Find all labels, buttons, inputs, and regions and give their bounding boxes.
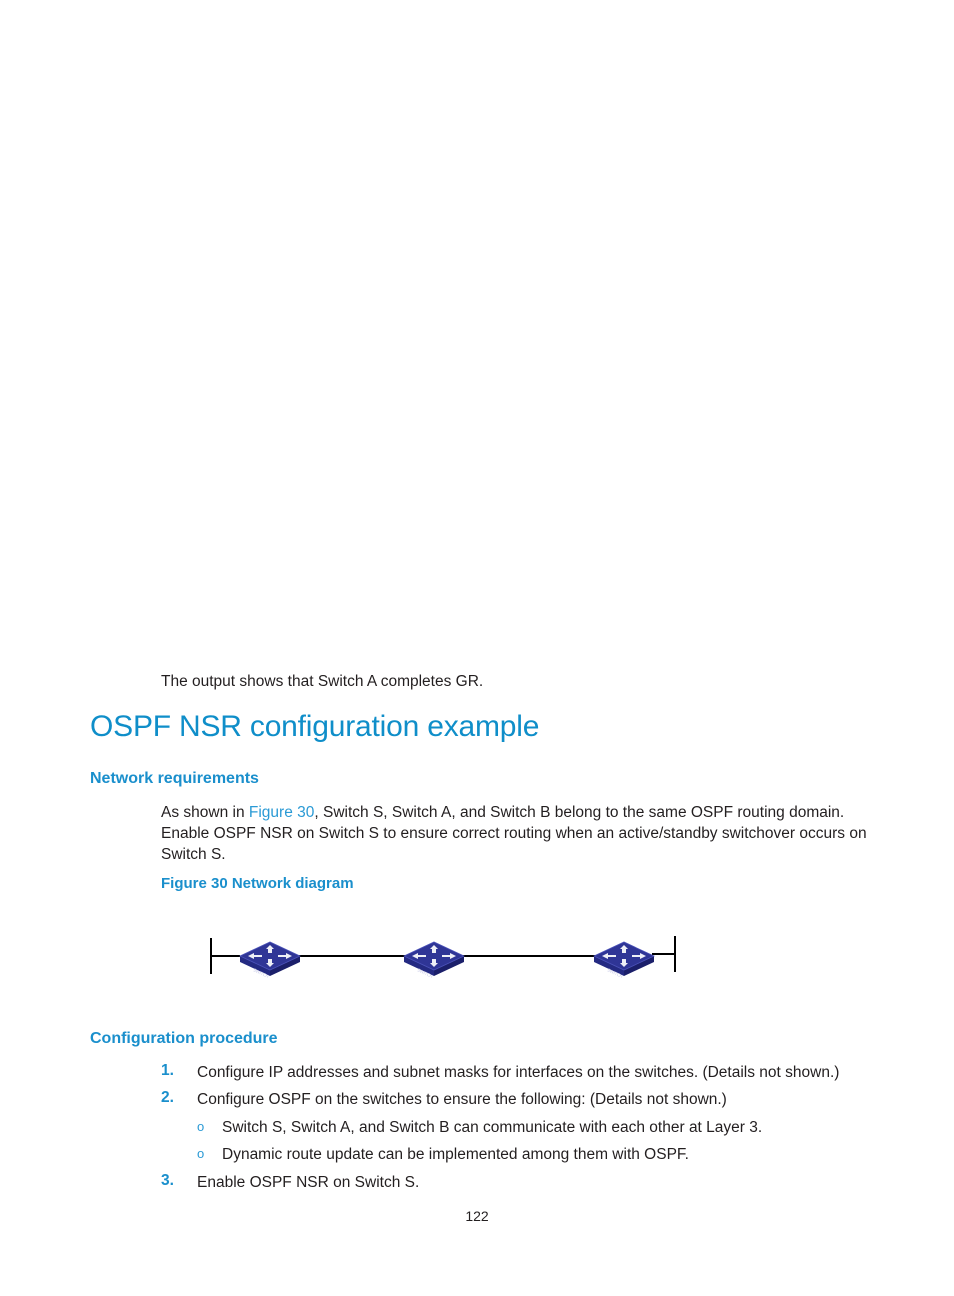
sub-item-2-bullet-icon: o [197, 1146, 205, 1161]
network-diagram: SWITCH [200, 928, 690, 980]
requirements-paragraph [161, 802, 866, 865]
requirements-line-1 [161, 802, 866, 823]
switch-icon-3 [594, 942, 654, 979]
step-1-number: 1. [161, 1062, 174, 1079]
intro-text: The output shows that Switch A completes GR. [161, 673, 484, 690]
switch-icon-2 [404, 942, 464, 979]
step-3-text: Enable OSPF NSR on Switch S. [197, 1174, 420, 1191]
requirements-line-2: Enable OSPF NSR on Switch S to ensure correct routing when an active/standby switchover occurs on [161, 825, 867, 842]
sub-item-1-text: Switch S, Switch A, and Switch B can communicate with each other at Layer 3. [222, 1119, 763, 1136]
page-number: 122 [465, 1208, 489, 1224]
sub-item-1-bullet-icon: o [197, 1119, 205, 1134]
figure-30-link[interactable]: Figure 30 [248, 804, 315, 821]
configuration-procedure-heading: Configuration procedure [90, 1030, 278, 1047]
requirements-prefix: As shown in [161, 804, 249, 821]
switch-icon-1 [240, 942, 300, 979]
step-2-number: 2. [161, 1089, 174, 1106]
requirements-line1-rest: , Switch S, Switch A, and Switch B belong to the same OSPF routing domain. [314, 804, 845, 821]
step-2-text: Configure OSPF on the switches to ensure the following: (Details not shown.) [197, 1091, 727, 1108]
section-title: OSPF NSR configuration example [90, 710, 540, 743]
requirements-line-3: Switch S. [161, 846, 226, 863]
sub-item-2-text: Dynamic route update can be implemented among them with OSPF. [222, 1146, 689, 1163]
step-1-text: Configure IP addresses and subnet masks for interfaces on the switches. (Details not shown.) [197, 1064, 840, 1081]
step-3-number: 3. [161, 1172, 174, 1189]
network-requirements-heading: Network requirements [90, 770, 259, 787]
figure-caption: Figure 30 Network diagram [161, 875, 354, 892]
